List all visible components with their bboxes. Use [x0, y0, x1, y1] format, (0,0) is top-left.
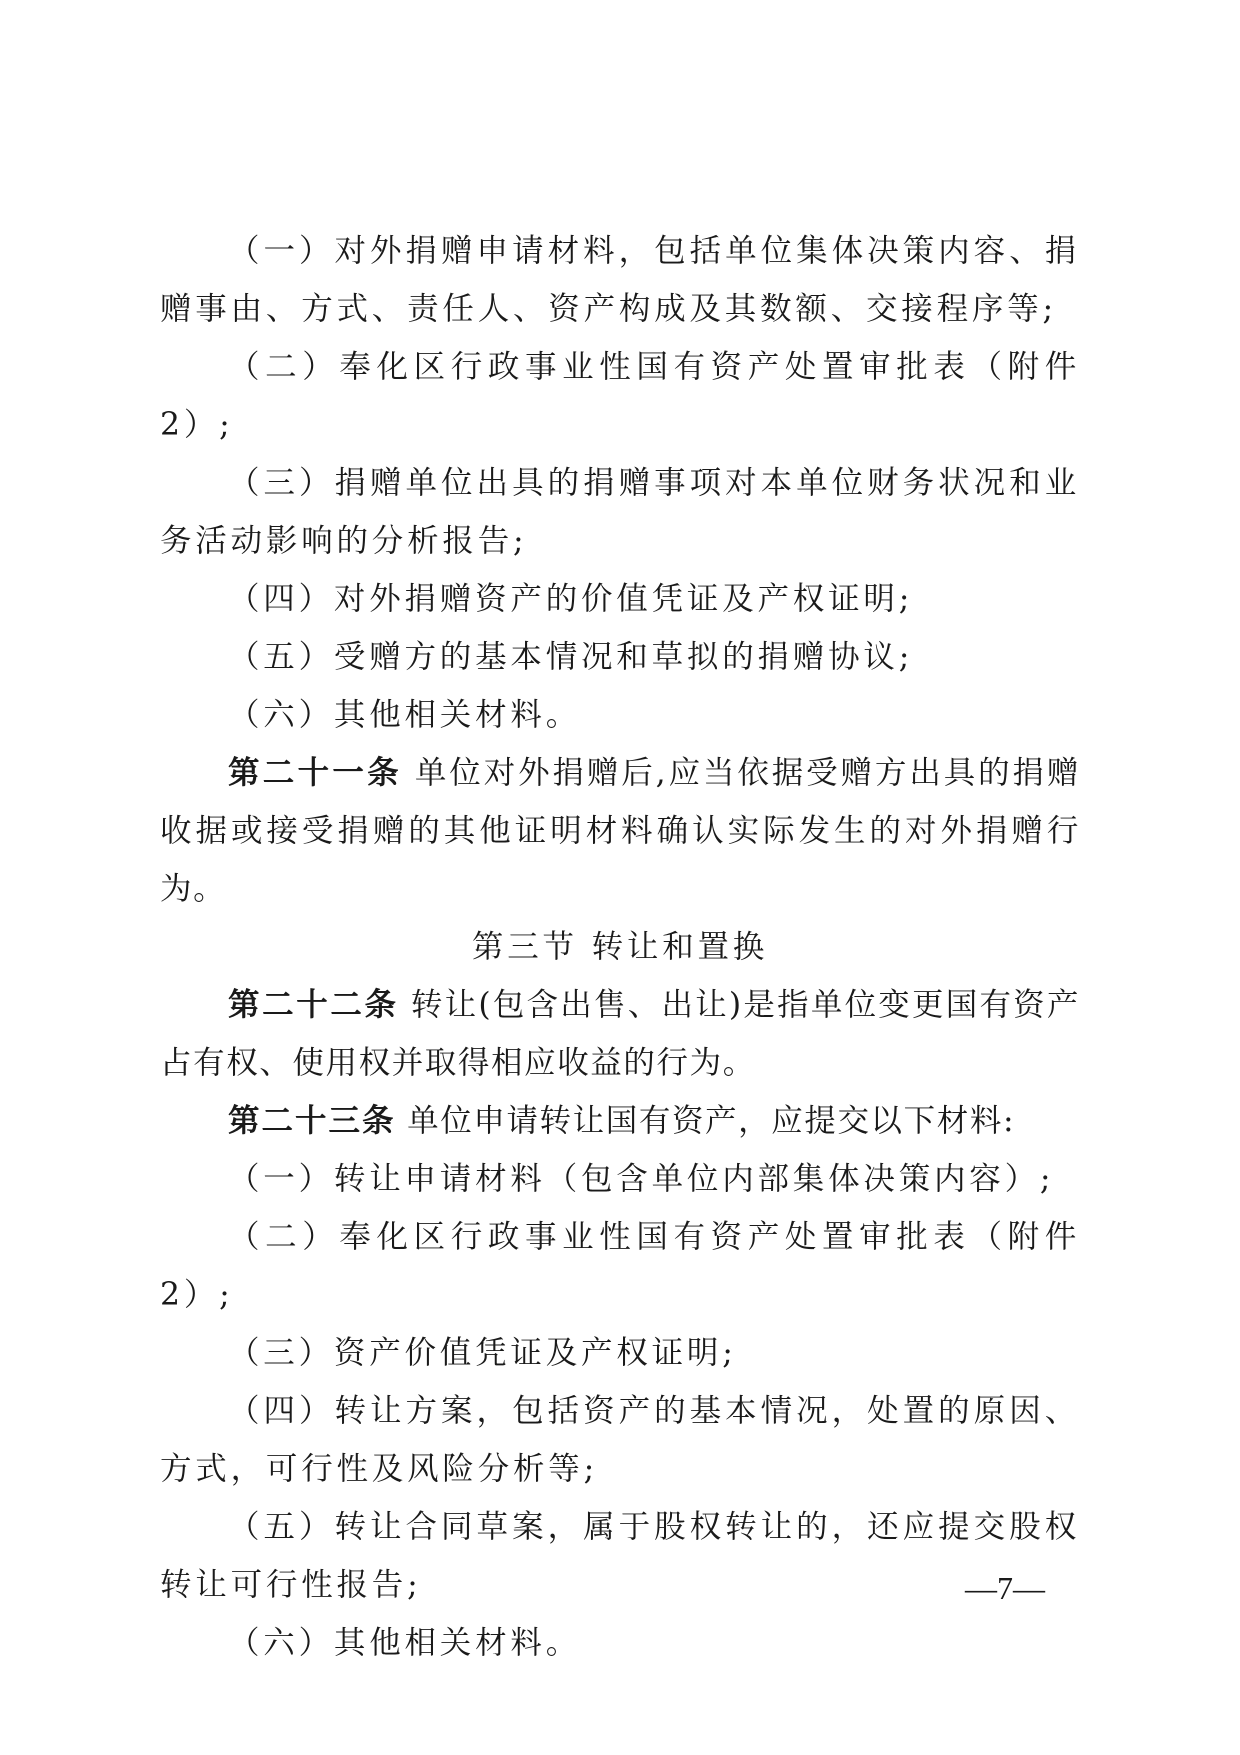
article-21-body: 单位对外捐赠后,应当依据受赠方出具的捐赠收据或接受捐赠的其他证明材料确认实际发生的对外捐赠行为。: [160, 755, 1081, 907]
donation-item-4: （四）对外捐赠资产的价值凭证及产权证明;: [228, 581, 914, 617]
transfer-item-4: （四）转让方案，包括资产的基本情况，处置的原因、方式，可行性及风险分析等;: [160, 1393, 1080, 1487]
section-title: 第三节 转让和置换: [471, 929, 769, 965]
donation-item-1: （一）对外捐赠申请材料，包括单位集体决策内容、捐赠事由、方式、责任人、资产构成及其数额、交接程序等;: [160, 233, 1080, 327]
article-21-heading: 第二十一条: [228, 755, 402, 791]
donation-item-5: （五）受赠方的基本情况和草拟的捐赠协议;: [228, 639, 914, 675]
article-22: [160, 976, 1080, 1092]
transfer-item-2: （二）奉化区行政事业性国有资产处置审批表（附件 2）;: [160, 1219, 1080, 1313]
article-22-heading: 第二十二条: [228, 987, 399, 1023]
article-21: [160, 744, 1080, 918]
transfer-item-5: （五）转让合同草案，属于股权转让的，还应提交股权转让可行性报告;: [160, 1509, 1080, 1603]
donation-item-6: （六）其他相关材料。: [228, 697, 582, 733]
transfer-item-6: （六）其他相关材料。: [228, 1625, 582, 1661]
document-page: [160, 222, 1080, 1672]
article-23-body: 单位申请转让国有资产，应提交以下材料:: [407, 1103, 1016, 1139]
transfer-item-3: （三）资产价值凭证及产权证明;: [228, 1335, 737, 1371]
article-23: [160, 1092, 1080, 1150]
article-22-body: 转让(包含出售、出让)是指单位变更国有资产占有权、使用权并取得相应收益的行为。: [160, 987, 1080, 1081]
transfer-item-1: （一）转让申请材料（包含单位内部集体决策内容）;: [228, 1161, 1055, 1197]
article-23-heading: 第二十三条: [228, 1103, 396, 1139]
donation-item-3: （三）捐赠单位出具的捐赠事项对本单位财务状况和业务活动影响的分析报告;: [160, 465, 1080, 559]
page-number: —7—: [965, 1570, 1045, 1606]
donation-item-2: （二）奉化区行政事业性国有资产处置审批表（附件 2）;: [160, 349, 1080, 443]
